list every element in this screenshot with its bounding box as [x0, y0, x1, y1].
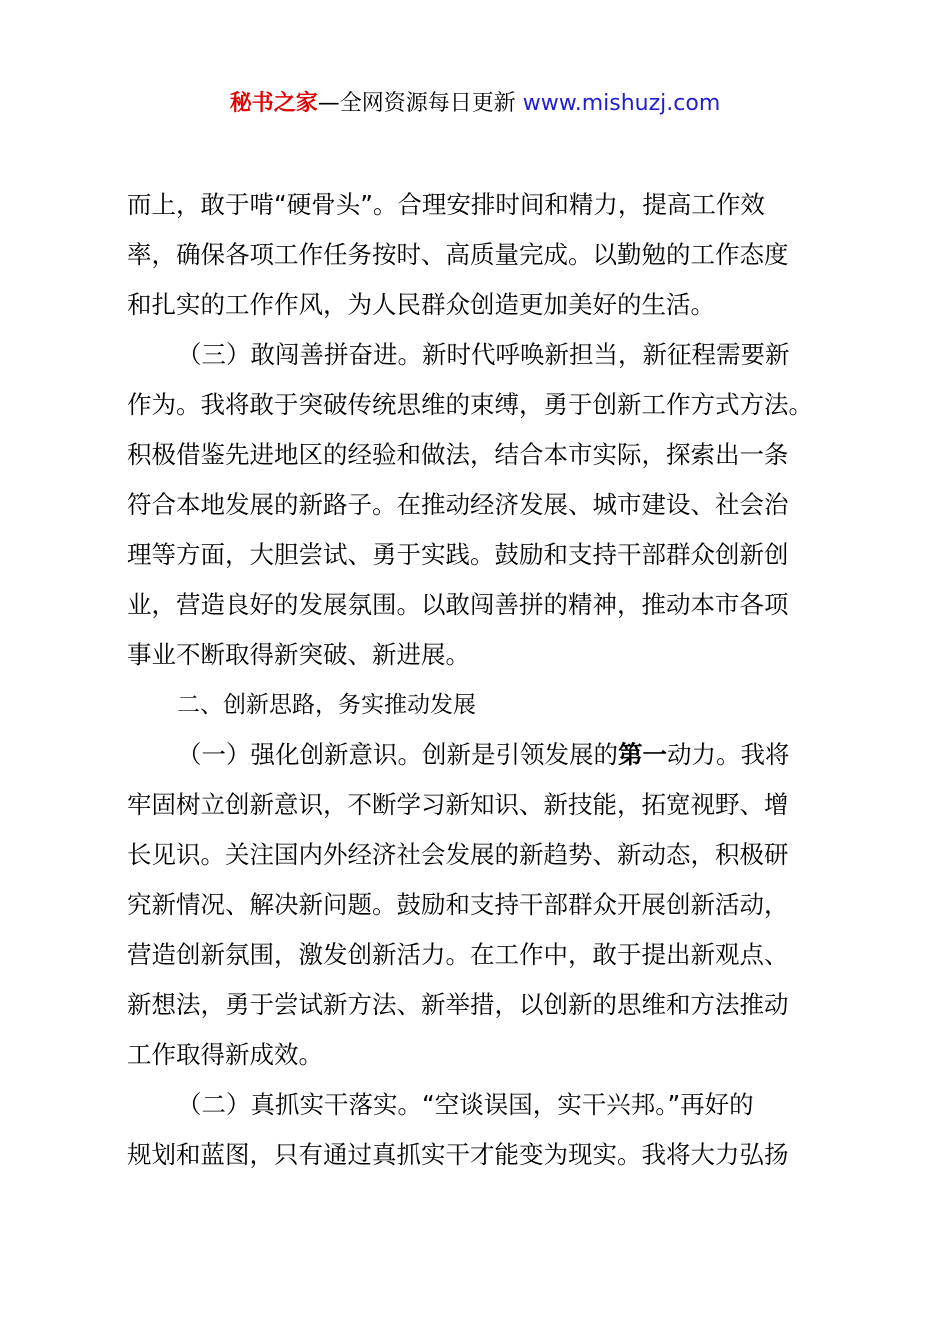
bold-text-segment: 第一 [618, 740, 667, 769]
text-line: 作为。我将敢于突破传统思维的束缚，勇于创新工作方式方法。 [127, 390, 813, 419]
text-line: 事业不断取得新突破、新进展。 [127, 640, 470, 669]
text-segment: （一）强化创新意识。创新是引领发展的 [177, 740, 618, 769]
text-line: 率，确保各项工作任务按时、高质量完成。以勤勉的工作态度 [127, 240, 789, 269]
text-line: 工作取得新成效。 [127, 1040, 323, 1069]
section-heading: 二、创新思路，务实推动发展 [177, 692, 476, 718]
text-line: 而上，敢于啃“硬骨头”。合理安排时间和精力，提高工作效 [127, 190, 765, 219]
text-segment: 动力。我将 [667, 740, 790, 769]
text-line: 符合本地发展的新路子。在推动经济发展、城市建设、社会治 [127, 490, 789, 519]
text-line: 长见识。关注国内外经济社会发展的新趋势、新动态，积极研 [127, 840, 789, 869]
text-line: 究新情况、解决新问题。鼓励和支持干部群众开展创新活动， [127, 890, 789, 919]
text-line: 和扎实的工作作风，为人民群众创造更加美好的生活。 [127, 290, 715, 319]
paragraph-start-line [127, 730, 837, 780]
text-line: 理等方面，大胆尝试、勇于实践。鼓励和支持干部群众创新创 [127, 540, 789, 569]
text-line: 业，营造良好的发展氛围。以敢闯善拼的精神，推动本市各项 [127, 590, 789, 619]
page-header [0, 88, 950, 120]
paragraph-start-line: （三）敢闯善拼奋进。新时代呼唤新担当，新征程需要新 [177, 340, 790, 369]
text-line: 牢固树立创新意识，不断学习新知识、新技能，拓宽视野、增 [127, 790, 789, 819]
brand-name: 秘书之家 [229, 91, 318, 116]
paragraph-start-line: （二）真抓实干落实。“空谈误国，实干兴邦。”再好的 [177, 1090, 754, 1119]
text-line: 积极借鉴先进地区的经验和做法，结合本市实际，探索出一条 [127, 440, 789, 469]
website-link[interactable]: www.mishuzj.com [522, 91, 721, 116]
header-slogan: —全网资源每日更新 [317, 91, 516, 116]
document-body [127, 180, 837, 1180]
text-line: 规划和蓝图，只有通过真抓实干才能变为现实。我将大力弘扬 [127, 1140, 789, 1169]
text-line: 新想法，勇于尝试新方法、新举措，以创新的思维和方法推动 [127, 990, 789, 1019]
text-line: 营造创新氛围，激发创新活力。在工作中，敢于提出新观点、 [127, 940, 789, 969]
